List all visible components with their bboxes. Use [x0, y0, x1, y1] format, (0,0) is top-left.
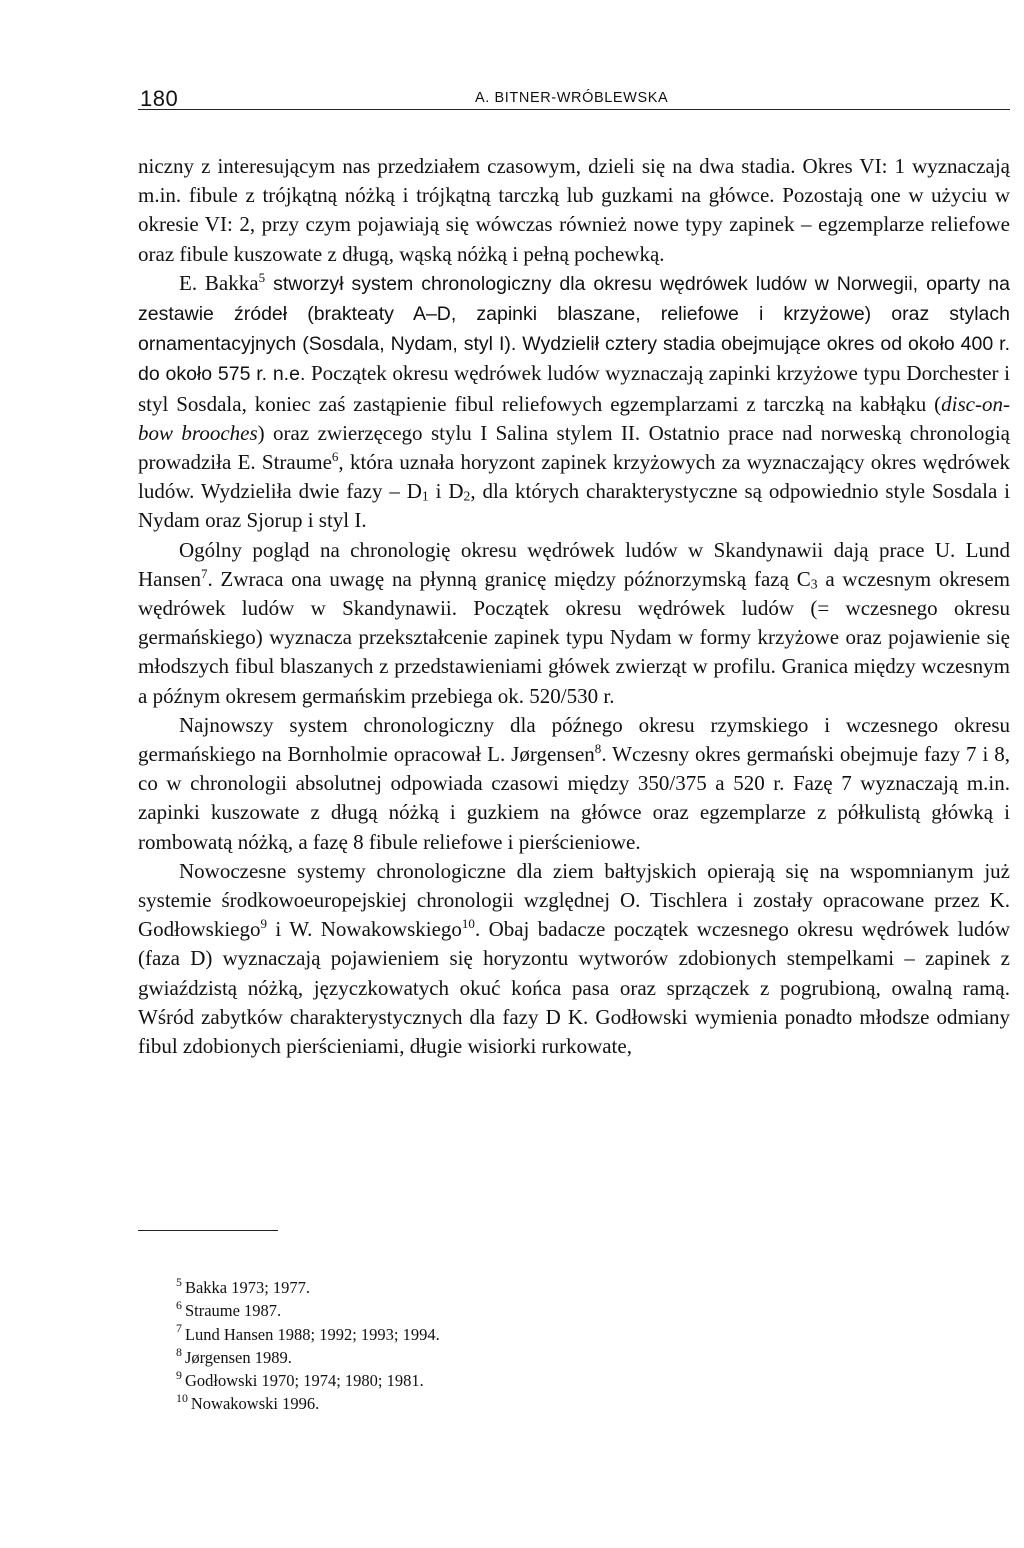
paragraph-4-text-a: Najnowszy system chronologiczny dla późnego okresu rzymskiego i wczesnego okresu germańskiego na Bornholmie opracował L. Jørgensen — [138, 712, 1010, 767]
footnote-number: 10 — [176, 1391, 188, 1406]
footnote-10 — [176, 1392, 776, 1415]
paragraph-3 — [138, 536, 1010, 711]
footnote-number: 6 — [176, 1298, 182, 1313]
footnote-ref-6[interactable]: 6 — [331, 449, 339, 465]
footnote-8 — [176, 1346, 776, 1369]
paragraph-3-text-c: a wczesnym okresem wędrówek ludów w Skandynawii. Początek okresu wędrówek ludów (= wczesnego okresu germańskiego) wyznacza przekształcenie zapinek typu Nydam w formy krzyżowe oraz pojawienie się młodszych fibul blaszanych z przedstawieniami główek zwierząt w profilu. Granica między wczesnym a późnym okresem germańskim przebiega ok. 520/530 r. — [138, 566, 1010, 708]
paragraph-2-text-d: ) oraz zwierzęcego stylu I Salina stylem II. Ostatnio prace nad norweską chronologią prowadziła E. Straume — [138, 420, 1010, 475]
paragraph-2-text-b: stworzył system chronologiczny dla okresu wędrówek ludów w Norwegii, oparty na zestawie źródeł (brakteaty A–D, zapinki blaszane, reliefowe i krzyżowe) oraz stylach ornamentacyjnych (Sosdala, Nydam, styl I). Wydzielił cztery stadia obejmujące okres od około 400 r. do około 575 r. n.e. — [138, 272, 1010, 386]
running-head: A. BITNER-WRÓBLEWSKA — [475, 90, 669, 106]
document-page — [138, 0, 1010, 1548]
footnote-text: Godłowski 1970; 1974; 1980; 1981. — [184, 1371, 424, 1391]
footnote-ref-9[interactable]: 9 — [260, 916, 268, 932]
footnote-text: Jørgensen 1989. — [184, 1347, 292, 1367]
footnote-text: Lund Hansen 1988; 1992; 1993; 1994. — [184, 1324, 440, 1344]
paragraph-2-text-f: i D — [428, 479, 464, 504]
footnote-separator — [138, 1230, 278, 1231]
subscript-3: 3 — [810, 576, 818, 592]
footnotes — [176, 1276, 776, 1416]
page-number: 180 — [140, 86, 179, 111]
footnote-9 — [176, 1369, 776, 1392]
header-rule — [138, 109, 1010, 110]
paragraph-5 — [138, 857, 1010, 1061]
paragraph-3-text-a: Ogólny pogląd na chronologię okresu wędrówek ludów w Skandynawii dają prace U. Lund Hansen — [138, 537, 1010, 591]
footnote-5 — [176, 1276, 776, 1299]
paragraph-3-text-b: . Zwraca ona uwagę na płynną granicę między późnorzymską fazą C — [207, 566, 811, 591]
paragraph-2-text-a: E. Bakka — [179, 270, 259, 295]
paragraph-5-text-b: i W. Nowakowskiego — [267, 917, 462, 942]
paragraph-2-text-c: Początek okresu wędrówek ludów wyznaczają zapinki krzyżowe typu Dorchester i styl Sosdala, koniec zaś zastąpienie fibul reliefowych egzemplarzami z tarczką na kabłąku ( — [138, 361, 1010, 416]
paragraph-5-text-a: Nowoczesne systemy chronologiczne dla ziem bałtyjskich opierają się na wspomnianym już systemie środkowoeuropejskiej chronologii względnej O. Tischlera i zostały opracowane przez K. Godłowskiego — [138, 858, 1010, 942]
paragraph-4-text-b: . Wczesny okres germański obejmuje fazy 7 i 8, co w chronologii absolutnej odpowiada czasowi między 350/375 a 520 r. Fazę 7 wyznaczają m.in. zapinki kuszowate z długą nóżką i guzkiem na główce oraz egzemplarze z półkulistą główką i rombowatą nóżką, a fazę 8 fibule reliefowe i pierścieniowe. — [138, 742, 1011, 854]
footnote-text: Straume 1987. — [184, 1301, 282, 1321]
paragraph-2 — [138, 269, 1010, 536]
footnote-ref-5[interactable]: 5 — [258, 270, 266, 286]
paragraph-5-text-c: . Obaj badacze początek wczesnego okresu wędrówek ludów (faza D) wyznaczają pojawieniem się horyzontu wytworów zdobionych stempelkami – zapinek z gwiaździstą nóżką, języczkowatych okuć końca pasa oraz sprzączek z pogrubioną, owalną ramą. Wśród zabytków charakterystycznych dla fazy D K. Godłowski wymienia ponadto młodsze odmiany fibul zdobionych pierścieniami, długie wisiorki rurkowate, — [138, 917, 1010, 1059]
subscript-2: 2 — [463, 488, 471, 504]
footnote-7 — [176, 1323, 776, 1346]
paragraph-1 — [138, 152, 1010, 269]
paragraph-2-text-g: , dla których charakterystyczne są odpowiednio style Sosdala i Nydam oraz Sjorup i styl I. — [138, 479, 1010, 533]
footnote-number: 9 — [176, 1368, 182, 1383]
footnote-ref-7[interactable]: 7 — [200, 566, 208, 582]
subscript-1: 1 — [421, 488, 429, 504]
footnote-ref-10[interactable]: 10 — [461, 916, 475, 932]
paragraph-2-text-e: , która uznała horyzont zapinek krzyżowych za wyznaczający okres wędrówek ludów. Wydzieliła dwie fazy – D — [138, 450, 1010, 504]
paragraph-1-text: niczny z interesującym nas przedziałem czasowym, dzieli się na dwa stadia. Okres VI: 1 wyznaczają m.in. fibule z trójkątną nóżką i trójkątną tarczką lub guzkami na główce. Pozostają one w użyciu w okresie VI: 2, przy czym pojawiają się wówczas również nowe typy zapinek – egzemplarze reliefowe oraz fibule kuszowate z długą, wąską nóżką i pełną pochewką. — [138, 154, 1010, 266]
footnote-number: 5 — [176, 1274, 182, 1289]
footnote-text: Nowakowski 1996. — [190, 1394, 320, 1414]
footnote-text: Bakka 1973; 1977. — [184, 1278, 311, 1297]
body-text — [138, 152, 1010, 1061]
footnote-6 — [176, 1299, 776, 1322]
footnote-number: 8 — [176, 1344, 182, 1359]
paragraph-2-italic-term: disc-on-bow brooches — [138, 391, 1010, 445]
paragraph-4 — [138, 711, 1010, 857]
footnote-ref-8[interactable]: 8 — [594, 741, 602, 757]
footnote-number: 7 — [176, 1321, 182, 1336]
